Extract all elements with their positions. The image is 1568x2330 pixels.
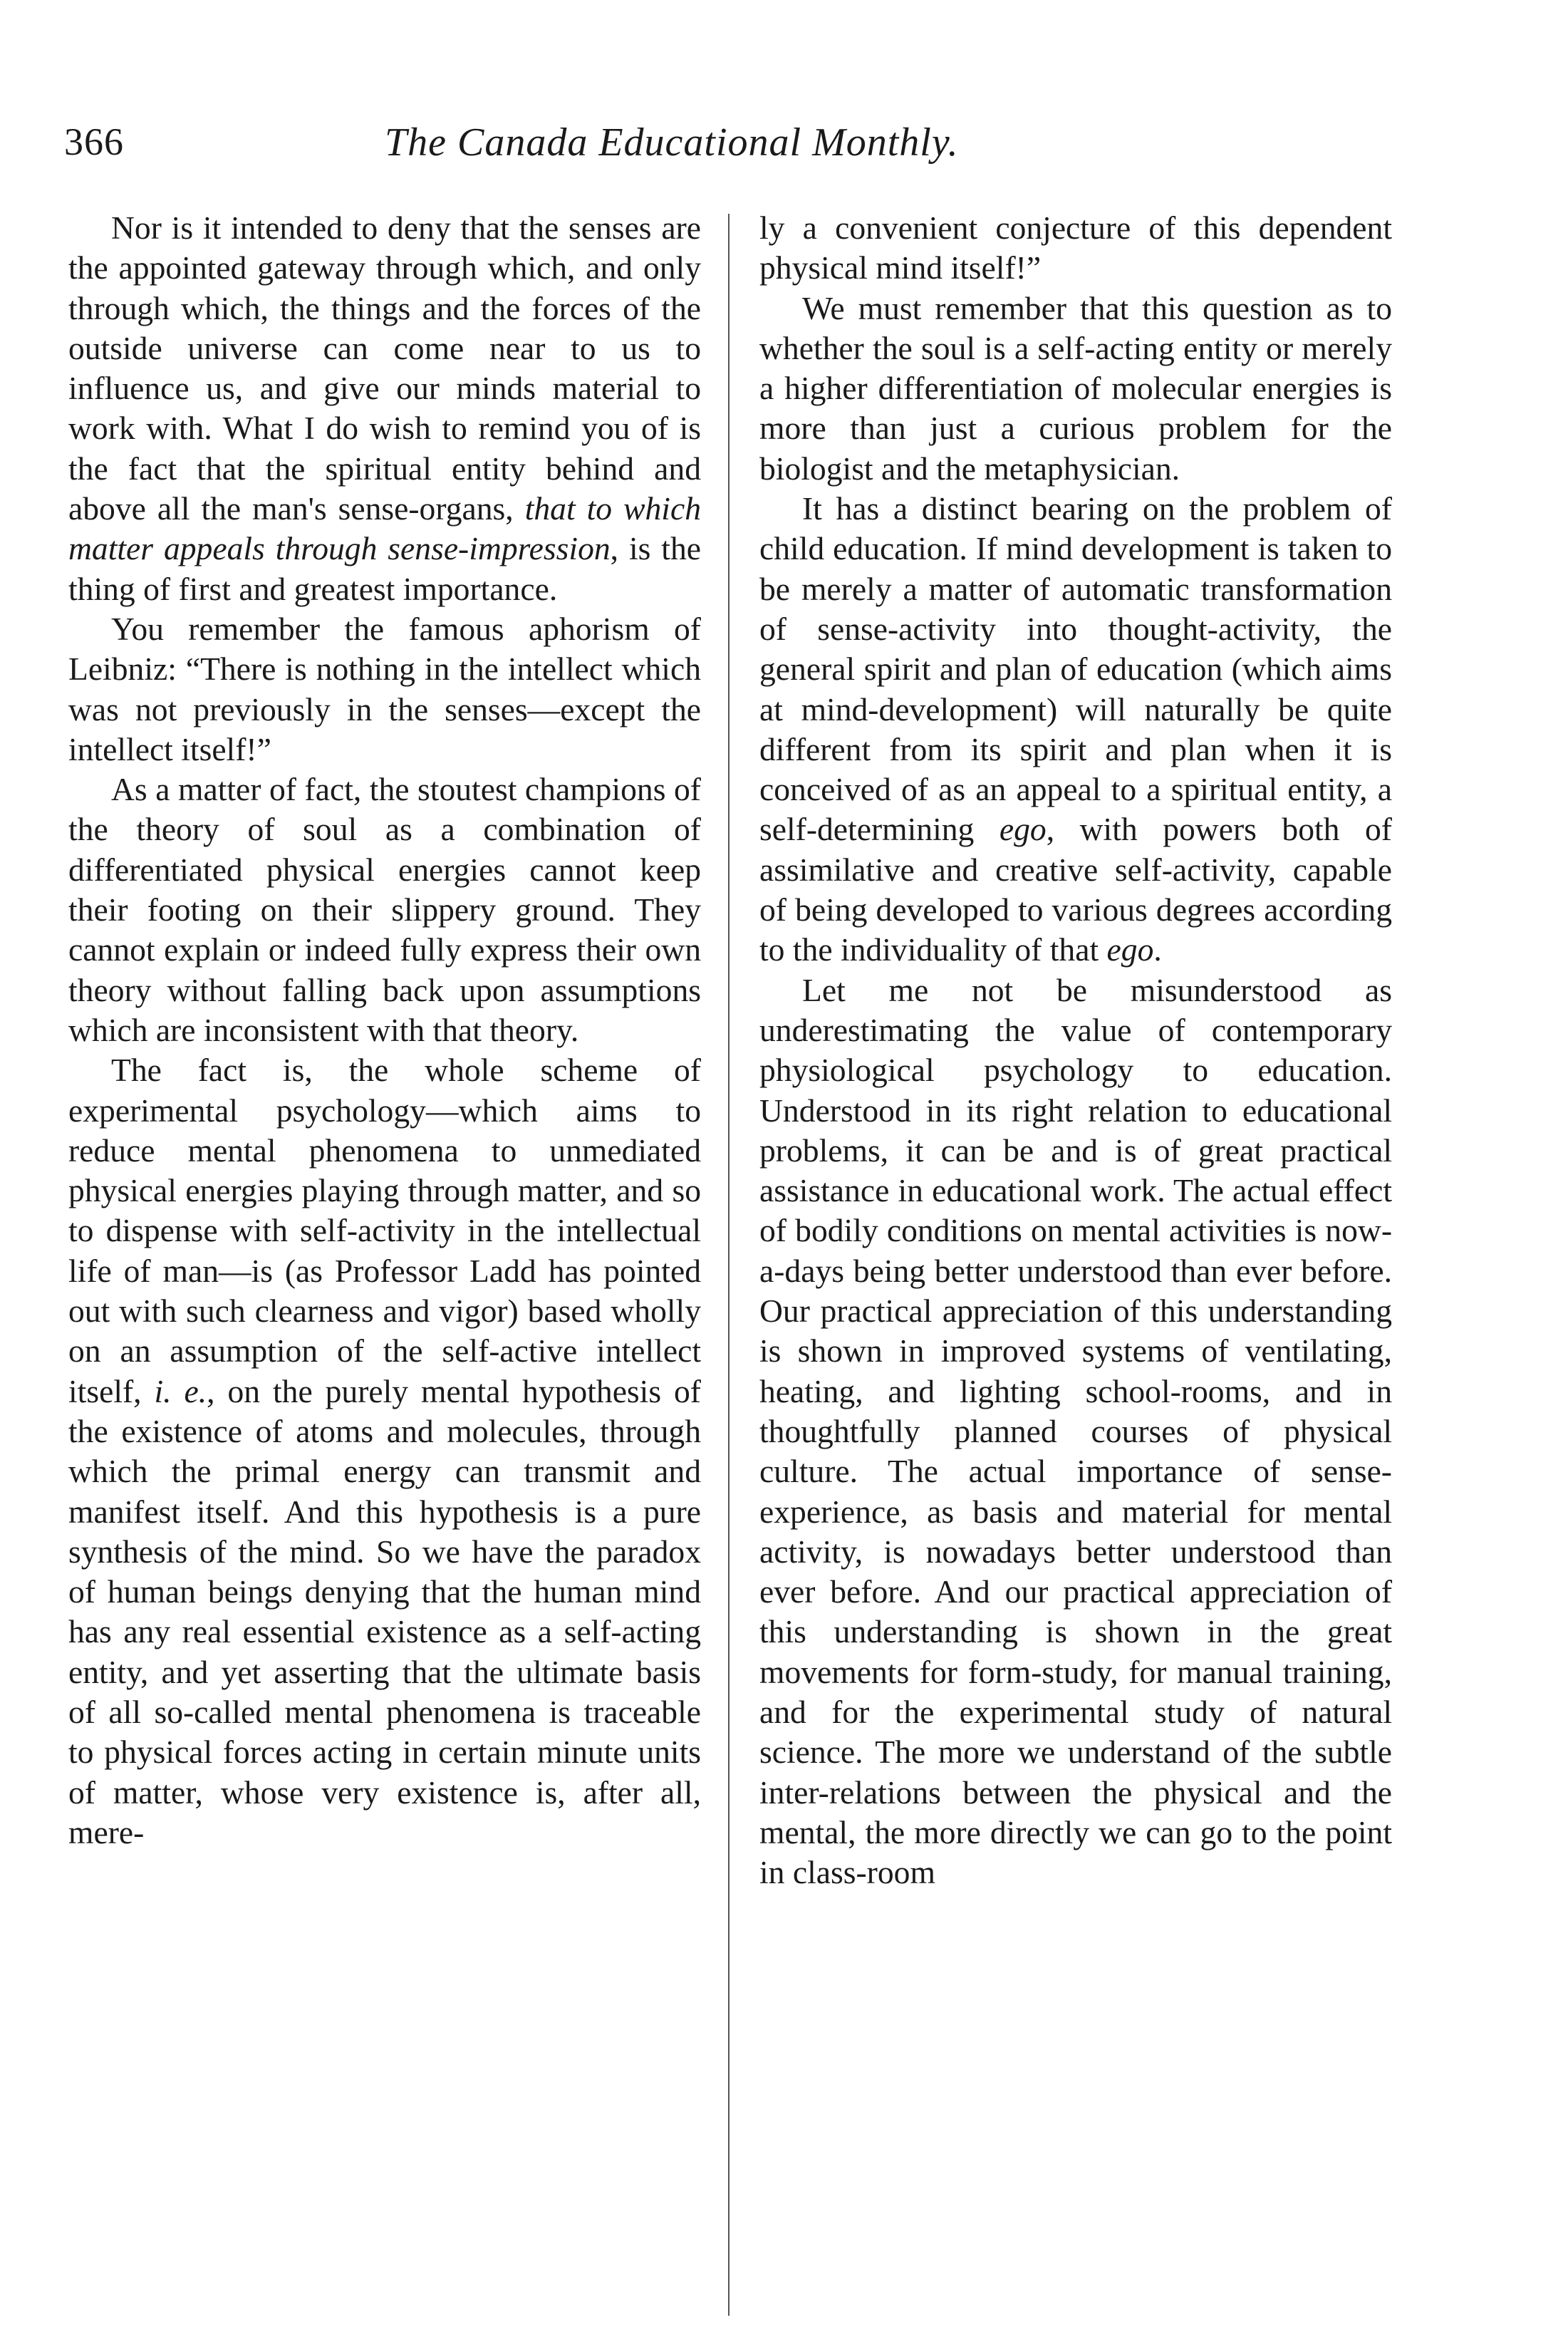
paragraph: Let me not be misunderstood as underestimating the value of contemporary physiological psychology to education. Understood in its right relation to educational problems, it can be and is of great practical assistance in educational work. The actual effect of bodily conditions on mental activities is now-a-days being better understood than ever before. Our practical appreciation of this understanding is shown in improved systems of ventilating, heating, and lighting school-rooms, and in thoughtfully planned courses of physical culture. The actual importance of sense-experience, as basis and material for mental activity, is nowadays better understood than ever before. And our practical appreciation of this understanding is shown in the great movements for form-study, for manual training, and for the experimental study of natural science. The more we understand of the subtle inter-relations between the physical and the mental, the more directly we can go to the point in class-room	[759, 971, 1392, 1891]
paragraph: The fact is, the whole scheme of experimental psychology—which aims to reduce mental phenomena to unmediated physical energies playing through matter, and so to dispense with self-activity in the intellectual life of man—is (as Professor Ladd has pointed out with such clearness and vigor) based wholly on an assumption of the self-active intellect itself, i. e., on the purely mental hypothesis of the existence of atoms and molecules, through which the primal energy can transmit and manifest itself. And this hypothesis is a pure synthesis of the mind. So we have the paradox of human beings denying that the human mind has any real essential existence as a self-acting entity, and yet asserting that the ultimate basis of all so-called mental phenomena is traceable to physical forces acting in certain minute units of matter, whose very existence is, after all, mere-	[68, 1052, 701, 1850]
paragraph: As a matter of fact, the stoutest champions of the theory of soul as a combination of differentiated physical energies cannot keep their footing on their slippery ground. They cannot explain or indeed fully express their own theory without falling back upon assumptions which are inconsistent with that theory.	[68, 771, 701, 1048]
column-divider	[728, 214, 730, 2316]
emphasis-text: ego	[999, 811, 1047, 848]
page-header	[64, 120, 1403, 177]
emphasis-text: i. e.	[154, 1372, 207, 1409]
left-column	[68, 208, 701, 1853]
paragraph: Nor is it intended to deny that the senses are the appointed gateway through which, and only through which, the things and the forces of the outside universe can come near to us to influence us, and give our minds material to work with. What I do wish to remind you of is the fact that the spiritual entity behind and above all the man's sense-organs, that to which matter appeals through sense-impression, is the thing of first and greatest importance.	[68, 209, 701, 607]
paragraph: You remember the famous aphorism of Leibniz: “There is nothing in the intellect which was not previously in the senses—except the intellect itself!”	[68, 610, 701, 767]
emphasis-text: that to which matter appeals through sense-impression	[68, 490, 701, 567]
right-column	[759, 208, 1392, 1893]
paragraph: We must remember that this question as to whether the soul is a self-acting entity or merely a higher differentiation of molecular energies is more than just a curious problem for the biologist and the metaphysician.	[759, 289, 1392, 487]
paragraph: It has a distinct bearing on the problem of child education. If mind development is taken to be merely a matter of automatic transformation of sense-activity into thought-activity, the general spirit and plan of education (which aims at mind-development) will naturally be quite different from its spirit and plan when it is conceived of as an appeal to a spiritual entity, a self-determining ego, with powers both of assimilative and creative self-activity, capable of being developed to various degrees according to the individuality of that ego.	[759, 490, 1392, 968]
running-title: The Canada Educational Monthly.	[385, 120, 959, 165]
emphasis-text: ego	[1106, 931, 1154, 968]
paragraph-continued: ly a convenient conjecture of this dependent physical mind itself!”	[759, 209, 1392, 286]
page-number: 366	[64, 120, 124, 163]
